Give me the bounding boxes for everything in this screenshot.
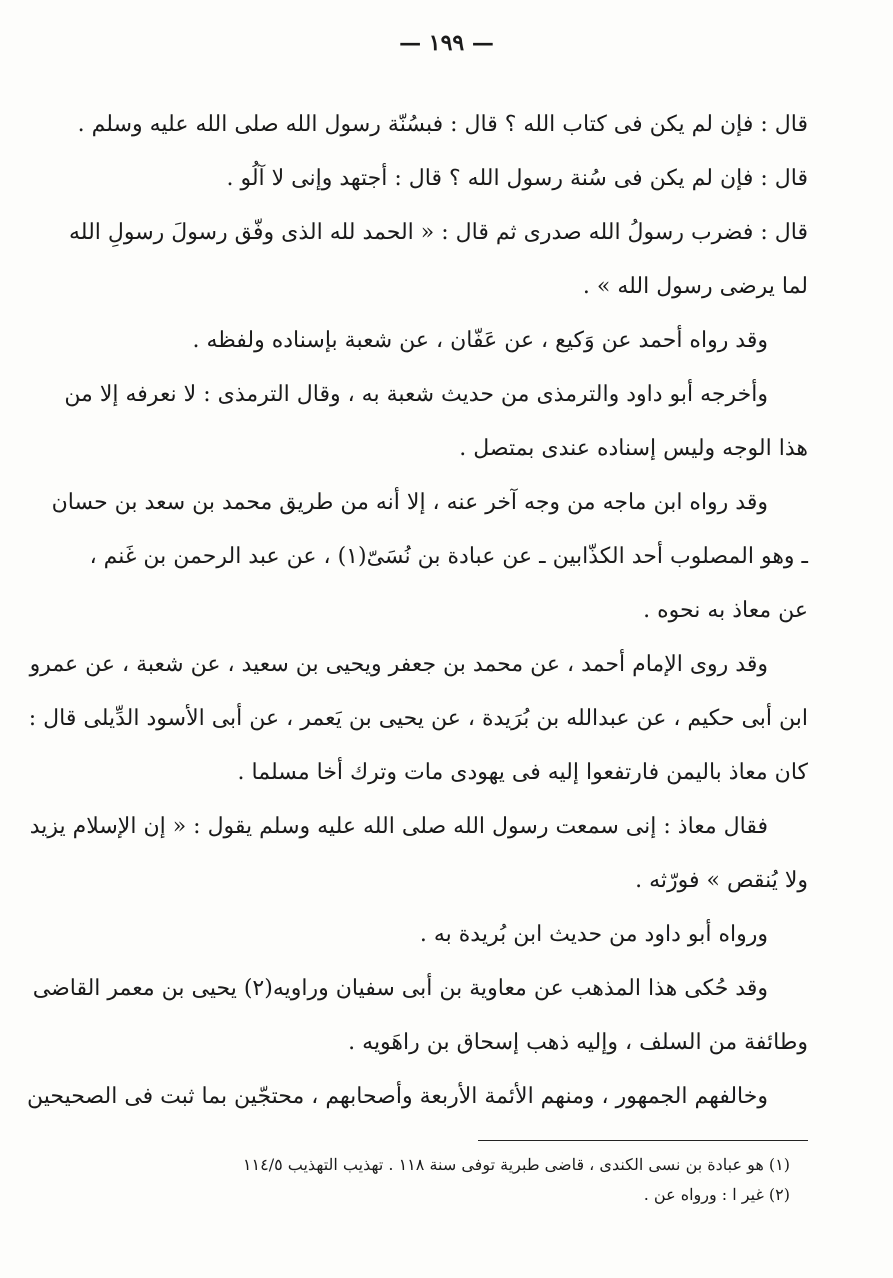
text-line: كان معاذ باليمن فارتفعوا إليه فى يهودى مات وترك أخا مسلما .	[237, 760, 808, 785]
footnote-divider	[478, 1140, 808, 1141]
text-line: وخالفهم الجمهور ، ومنهم الأئمة الأربعة وأصحابهم ، محتجّين بما ثبت فى الصحيحين	[27, 1084, 768, 1109]
footnote: (٢) غير ا : ورواه عن .	[643, 1185, 790, 1204]
text-line: قال : فضرب رسولُ الله صدرى ثم قال : « الحمد لله الذى وفّق رسولَ رسولِ الله	[68, 220, 808, 245]
text-line: وقد رواه ابن ماجه من وجه آخر عنه ، إلا أنه من طريق محمد بن سعد بن حسان	[51, 490, 768, 515]
footnote: (١) هو عبادة بن نسى الكندى ، قاضى طبرية توفى سنة ١١٨ . تهذيب التهذيب ١١٤/٥	[242, 1155, 790, 1174]
text-line: فقال معاذ : إنى سمعت رسول الله صلى الله عليه وسلم يقول : « إن الإسلام يزيد	[29, 814, 768, 839]
text-line: لما يرضى رسول الله » .	[582, 274, 808, 299]
text-line: ابن أبى حكيم ، عن عبدالله بن بُرَيدة ، عن يحيى بن يَعمر ، عن أبى الأسود الدِّيلى قال :	[28, 706, 808, 731]
text-line: عن معاذ به نحوه .	[643, 598, 808, 623]
text-line: ولا يُنقص » فورّثه .	[635, 868, 808, 893]
text-line: وقد حُكى هذا المذهب عن معاوية بن أبى سفيان وراويه(٢) يحيى بن معمر القاضى	[32, 976, 768, 1001]
body-text	[27, 98, 808, 1124]
text-line: هذا الوجه وليس إسناده عندى بمتصل .	[459, 436, 808, 461]
text-line: وطائفة من السلف ، وإليه ذهب إسحاق بن راهَويه .	[348, 1030, 808, 1055]
text-line: وأخرجه أبو داود والترمذى من حديث شعبة به ، وقال الترمذى : لا نعرفه إلا من	[64, 382, 768, 407]
text-line: ـ وهو المصلوب أحد الكذّابين ـ عن عبادة بن نُسَىّ(١) ، عن عبد الرحمن بن غَنم ،	[89, 544, 808, 569]
text-line: قال : فإن لم يكن فى كتاب الله ؟ قال : فبسُنّة رسول الله صلى الله عليه وسلم .	[77, 112, 808, 137]
text-line: قال : فإن لم يكن فى سُنة رسول الله ؟ قال : أجتهد وإنى لا آلُو .	[226, 166, 808, 191]
text-line: وقد رواه أحمد عن وَكيع ، عن عَفّان ، عن شعبة بإسناده ولفظه .	[192, 328, 768, 353]
text-line: وقد روى الإمام أحمد ، عن محمد بن جعفر ويحيى بن سعيد ، عن شعبة ، عن عمرو	[29, 652, 768, 677]
page-number: — ١٩٩ —	[399, 30, 494, 56]
footnotes	[150, 1150, 790, 1210]
text-line: ورواه أبو داود من حديث ابن بُريدة به .	[419, 922, 768, 947]
